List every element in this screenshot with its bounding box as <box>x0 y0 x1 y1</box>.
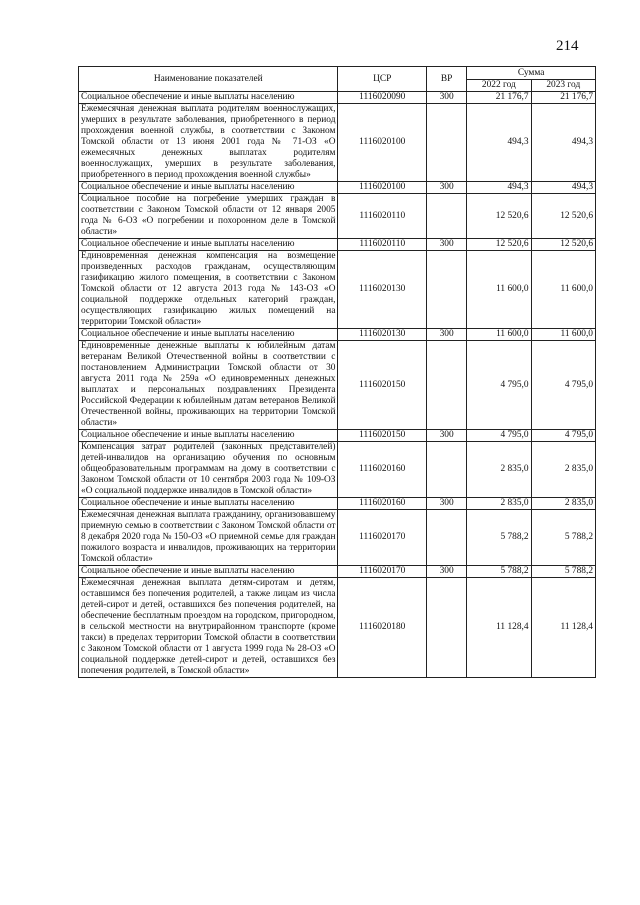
table-row <box>79 430 596 442</box>
row-vr-cell <box>426 104 466 182</box>
row-sum-2023-cell: 4 795,0 <box>531 341 595 430</box>
row-csr-cell: 1116020110 <box>338 194 427 239</box>
row-sum-2023-cell: 5 788,2 <box>531 566 595 578</box>
row-sum-2023-cell: 2 835,0 <box>531 498 595 510</box>
row-sum-2022-cell: 4 795,0 <box>467 430 531 442</box>
header-year-2023: 2023 год <box>531 80 595 92</box>
row-sum-2022-cell: 12 520,6 <box>467 194 531 239</box>
row-csr-cell: 1116020150 <box>338 430 427 442</box>
row-sum-2023-cell: 11 128,4 <box>531 578 595 678</box>
row-sum-2022-cell: 11 128,4 <box>467 578 531 678</box>
row-vr-cell: 300 <box>426 182 466 194</box>
row-csr-cell: 1116020170 <box>338 510 427 566</box>
row-vr-cell <box>426 341 466 430</box>
row-csr-cell: 1116020100 <box>338 104 427 182</box>
row-name-cell: Социальное обеспечение и иные выплаты населению <box>79 182 338 194</box>
table-row <box>79 104 596 182</box>
row-sum-2022-cell: 12 520,6 <box>467 239 531 251</box>
row-name-cell: Социальное обеспечение и иные выплаты населению <box>79 329 338 341</box>
row-name-cell: Компенсация затрат родителей (законных представителей) детей-инвалидов на организацию обучения по основным общеобразовательным программам на дому в соответствии с Законом Томской области от 10 сентября 2003 года № 109-ОЗ «О социальной поддержке инвалидов в Томской области» <box>79 442 338 498</box>
row-name-cell: Единовременные денежные выплаты к юбилейным датам ветеранам Великой Отечественной войны в соответствии с постановлением Администрации Томской области от 30 августа 2011 года № 259а «О единовременных денежных выплатах и персональных поздравлениях Президента Российской Федерации к юбилейным датам ветеранов Великой Отечественной войны, проживающих на территории Томской области» <box>79 341 338 430</box>
row-vr-cell: 300 <box>426 92 466 104</box>
header-year-2022: 2022 год <box>467 80 531 92</box>
row-vr-cell <box>426 194 466 239</box>
row-sum-2023-cell: 494,3 <box>531 182 595 194</box>
row-vr-cell: 300 <box>426 566 466 578</box>
row-sum-2022-cell: 11 600,0 <box>467 329 531 341</box>
budget-table <box>78 66 596 678</box>
header-vr: ВР <box>426 67 466 92</box>
row-sum-2022-cell: 2 835,0 <box>467 442 531 498</box>
page-number: 214 <box>556 38 579 54</box>
table-row <box>79 578 596 678</box>
row-name-cell: Социальное обеспечение и иные выплаты населению <box>79 430 338 442</box>
row-name-cell: Ежемесячная денежная выплата детям-сиротам и детям, оставшимся без попечения родителей, а также лицам из числа детей-сирот и детей, оставшихся без попечения родителей, на обеспечение бесплатным проездом на городском, пригородном, в сельской местности на внутрирайонном транспорте (кроме такси) в пределах территории Томской области в соответствии с Законом Томской области от 1 августа 1999 года № 28-ОЗ «О социальной поддержке детей-сирот и детей, оставшихся без попечения родителей, в Томской области» <box>79 578 338 678</box>
row-sum-2023-cell: 11 600,0 <box>531 251 595 329</box>
row-sum-2023-cell: 494,3 <box>531 104 595 182</box>
table-row <box>79 510 596 566</box>
row-vr-cell: 300 <box>426 239 466 251</box>
header-csr: ЦСР <box>338 67 427 92</box>
row-csr-cell: 1116020100 <box>338 182 427 194</box>
row-csr-cell: 1116020130 <box>338 329 427 341</box>
table-row <box>79 182 596 194</box>
row-name-cell: Социальное пособие на погребение умерших граждан в соответствии с Законом Томской области от 12 января 2005 года № 6-ОЗ «О погребении и похоронном деле в Томской области» <box>79 194 338 239</box>
row-vr-cell <box>426 578 466 678</box>
row-name-cell: Социальное обеспечение и иные выплаты населению <box>79 239 338 251</box>
row-vr-cell: 300 <box>426 430 466 442</box>
row-name-cell: Единовременная денежная компенсация на возмещение произведенных расходов гражданам, осуществляющим газификацию жилого помещения, в соответствии с Законом Томской области от 12 августа 2013 года № 143-ОЗ «О социальной поддержке отдельных категорий граждан, осуществляющих газификацию жилых помещений на территории Томской области» <box>79 251 338 329</box>
row-name-cell: Ежемесячная денежная выплата гражданину, организовавшему приемную семью в соответствии с Законом Томской области от 8 декабря 2020 года № 150-ОЗ «О приемной семье для граждан пожилого возраста и инвалидов, проживающих на территории Томской области» <box>79 510 338 566</box>
row-vr-cell <box>426 442 466 498</box>
row-vr-cell: 300 <box>426 498 466 510</box>
table-row <box>79 341 596 430</box>
row-vr-cell <box>426 510 466 566</box>
header-name: Наименование показателей <box>79 67 338 92</box>
row-sum-2023-cell: 12 520,6 <box>531 239 595 251</box>
row-sum-2023-cell: 21 176,7 <box>531 92 595 104</box>
row-sum-2023-cell: 4 795,0 <box>531 430 595 442</box>
row-name-cell: Социальное обеспечение и иные выплаты населению <box>79 566 338 578</box>
row-sum-2022-cell: 21 176,7 <box>467 92 531 104</box>
row-name-cell: Социальное обеспечение и иные выплаты населению <box>79 498 338 510</box>
row-sum-2022-cell: 2 835,0 <box>467 498 531 510</box>
row-csr-cell: 1116020150 <box>338 341 427 430</box>
row-csr-cell: 1116020090 <box>338 92 427 104</box>
row-vr-cell: 300 <box>426 329 466 341</box>
row-sum-2022-cell: 11 600,0 <box>467 251 531 329</box>
row-csr-cell: 1116020130 <box>338 251 427 329</box>
row-csr-cell: 1116020160 <box>338 442 427 498</box>
row-name-cell: Социальное обеспечение и иные выплаты населению <box>79 92 338 104</box>
row-sum-2023-cell: 5 788,2 <box>531 510 595 566</box>
row-sum-2022-cell: 494,3 <box>467 104 531 182</box>
table-row <box>79 566 596 578</box>
row-csr-cell: 1116020110 <box>338 239 427 251</box>
table-row <box>79 251 596 329</box>
row-name-cell: Ежемесячная денежная выплата родителям военнослужащих, умерших в результате заболевания, приобретенного в период прохождения военной службы, в соответствии с Законом Томской области от 13 июня 2001 года № 71-ОЗ «О ежемесячных денежных выплатах родителям военнослужащих, умерших в результате заболевания, приобретенного в период прохождения военной службы» <box>79 104 338 182</box>
table-row <box>79 498 596 510</box>
row-sum-2022-cell: 5 788,2 <box>467 510 531 566</box>
table-row <box>79 329 596 341</box>
table-row <box>79 442 596 498</box>
row-csr-cell: 1116020180 <box>338 578 427 678</box>
row-sum-2023-cell: 2 835,0 <box>531 442 595 498</box>
table-row <box>79 239 596 251</box>
row-sum-2023-cell: 11 600,0 <box>531 329 595 341</box>
row-csr-cell: 1116020160 <box>338 498 427 510</box>
table-row <box>79 194 596 239</box>
row-sum-2023-cell: 12 520,6 <box>531 194 595 239</box>
row-sum-2022-cell: 494,3 <box>467 182 531 194</box>
header-sum: Сумма <box>467 67 596 80</box>
row-vr-cell <box>426 251 466 329</box>
row-sum-2022-cell: 4 795,0 <box>467 341 531 430</box>
row-csr-cell: 1116020170 <box>338 566 427 578</box>
table-row <box>79 92 596 104</box>
row-sum-2022-cell: 5 788,2 <box>467 566 531 578</box>
